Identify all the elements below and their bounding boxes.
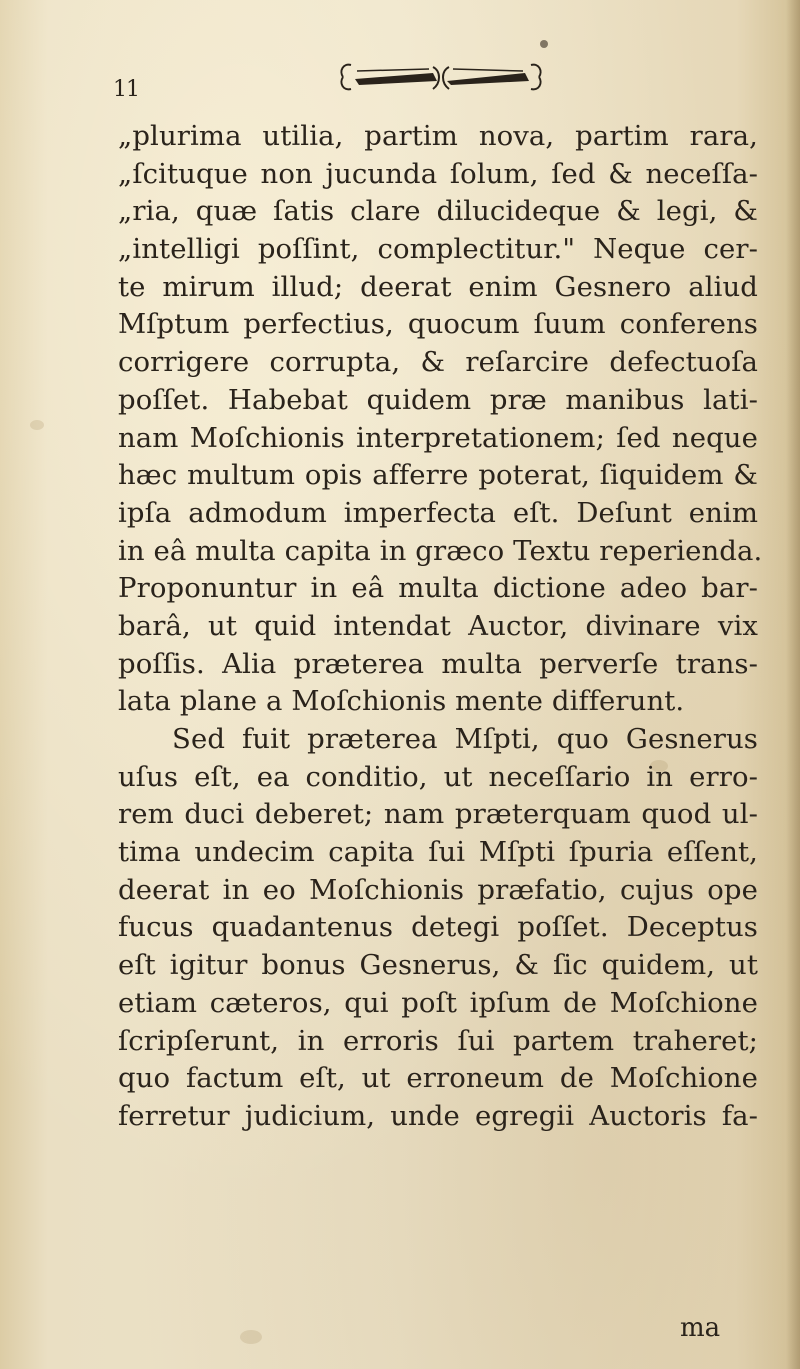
ornament-icon [337, 59, 545, 95]
text-line: ipſa admodum imperfecta eſt. Deſunt enim [118, 496, 758, 529]
text-line: Mſptum perfectius, quocum ſuum conferens [118, 308, 758, 341]
text-line: poſſet. Habebat quidem præ manibus lati- [118, 383, 758, 416]
text-line: etiam cæteros, qui poſt ipſum de Moſchione [118, 986, 758, 1019]
text-line: „ria, quæ ſatis clare dilucideque & legi, & [118, 195, 758, 228]
text-line: ſcripſerunt, in erroris ſui partem traheret; [118, 1024, 758, 1057]
text-line: nam Moſchionis interpretationem; ſed neque [118, 421, 758, 454]
catchword: ma [680, 1313, 721, 1343]
text-line: poſſis. Alia præterea multa perverſe trans- [118, 647, 758, 680]
text-line: Proponuntur in eâ multa dictione adeo bar- [118, 572, 758, 605]
body-text [118, 118, 763, 1136]
text-line: in eâ multa capita in græco Textu reperienda. [118, 534, 763, 567]
text-line: fucus quadantenus detegi poſſet. Deceptus [118, 911, 758, 944]
text-line: uſus eſt, ea conditio, ut neceſſario in erro- [118, 760, 758, 793]
text-line: „ſcituque non jucunda ſolum, ſed & neceſſa- [118, 157, 758, 190]
text-line: quo factum eſt, ut erroneum de Moſchione [118, 1062, 758, 1095]
text-line: tima undecim capita ſui Mſpti ſpuria eſſent, [118, 836, 758, 869]
text-line: ferretur judicium, unde egregii Auctoris fa- [118, 1099, 758, 1132]
text-line: lata plane a Moſchionis mente differunt. [118, 685, 685, 718]
text-line: hæc multum opis afferre poterat, ſiquidem & [118, 459, 758, 492]
text-line: Sed fuit præterea Mſpti, quo Gesnerus [172, 723, 758, 755]
foxing-spot [30, 420, 44, 430]
text-line: barâ, ut quid intendat Auctor, divinare vix [118, 609, 758, 642]
page-number: 11 [113, 77, 139, 102]
text-line: „intelligi poſſint, complectitur." Neque cer- [118, 233, 758, 266]
page-edge-shadow [786, 0, 800, 1369]
text-line: corrigere corrupta, & reſarcire defectuoſa [118, 346, 758, 379]
foxing-spot [540, 40, 548, 48]
text-line: te mirum illud; deerat enim Gesnero aliud [118, 270, 758, 303]
text-line: „plurima utilia, partim nova, partim rara, [118, 120, 758, 152]
text-line: rem duci deberet; nam præterquam quod ul- [118, 798, 758, 831]
page-header [0, 55, 800, 105]
text-line: eſt igitur bonus Gesnerus, & ſic quidem, ut [118, 949, 758, 982]
foxing-spot [240, 1330, 262, 1344]
text-line: deerat in eo Moſchionis præfatio, cujus ope [118, 873, 758, 906]
